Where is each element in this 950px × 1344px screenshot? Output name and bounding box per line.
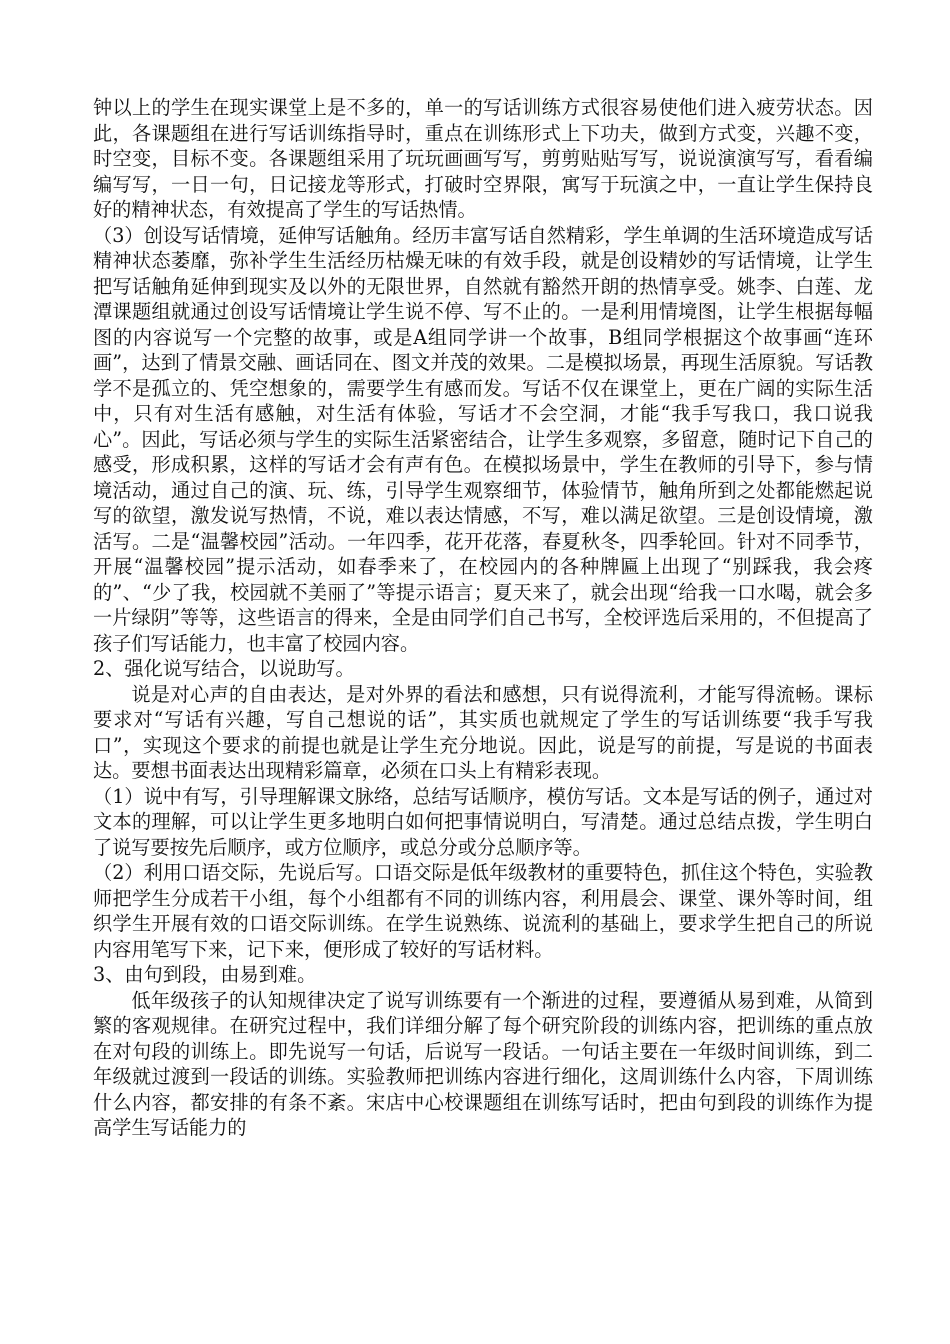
paragraph-continuation: 钟以上的学生在现实课堂上是不多的，单一的写话训练方式很容易使他们进入疲劳状态。因此，各课题组在进行写话训练指导时，重点在训练形式上下功夫，做到方式变，兴趣不变，时空变，目标不变。各课题组采用了玩玩画画写写，剪剪贴贴写写，说说演演写写，看看编编写写，一日一句，日记接龙等形式，打破时空界限，寓写于玩演之中，一直让学生保持良好的精神状态，有效提高了学生的写话热情。 bbox=[93, 96, 873, 221]
section-heading-3: 3、由句到段，由易到难。 bbox=[93, 963, 317, 986]
paragraph-writing-context: （3）创设写话情境，延伸写话触角。经历丰富写话自然精彩，学生单调的生活环境造成写话精神状态萎靡，弥补学生生活经历枯燥无味的有效手段，就是创设精妙的写话情境，让学生把写话触角延伸到现实及以外的无限世界，自然就有豁然开朗的热情享受。姚李、白莲、龙潭课题组就通过创设写话情境让学生说不停、写不止的。一是利用情境图，让学生根据每幅图的内容说写一个完整的故事，或是A组同学讲一个故事，B组同学根据这个故事画“连环画”，达到了情景交融、画话同在、图文并茂的效果。二是模拟场景，再现生活原貌。写话教学不是孤立的、凭空想象的，需要学生有感而发。写话不仅在课堂上，更在广阔的实际生活中，只有对生活有感触，对生活有体验，写话才不会空洞，才能“我手写我口，我口说我心”。因此，写话必须与学生的实际生活紧密结合，让学生多观察，多留意，随时记下自己的感受，形成积累，这样的写话才会有声有色。在模拟场景中，学生在教师的引导下，参与情境活动，通过自己的演、玩、练，引导学生观察细节，体验情节，触角所到之处都能燃起说写的欲望，激发说写热情，不说，难以表达情感，不写，难以满足欲望。三是创设情境，激活写。二是“温馨校园”活动。一年四季，花开花落，春夏秋冬，四季轮回。针对不同季节，开展“温馨校园”提示活动，如春季来了，在校园内的各种牌匾上出现了“别踩我，我会疼的”、“少了我，校园就不美丽了”等提示语言；夏天来了，就会出现“给我一口水喝，就会多一片绿阴”等等，这些语言的得来，全是由同学们自己书写，全校评选后采用的，不但提高了孩子们写话能力，也丰富了校园内容。 bbox=[93, 223, 873, 655]
paragraph-speak-in-write: （1）说中有写，引导理解课文脉络，总结写话顺序，模仿写话。文本是写话的例子，通过对文本的理解，可以让学生更多地明白如何把事情说明白，写清楚。通过总结点拨，学生明白了说写要按先后顺序，或方位顺序，或总分或分总顺序等。 bbox=[93, 784, 873, 859]
paragraph-sentence-to-segment: 低年级孩子的认知规律决定了说写训练要有一个渐进的过程，要遵循从易到难，从简到繁的客观规律。在研究过程中，我们详细分解了每个研究阶段的训练内容，把训练的重点放在对句段的训练上。即先说写一句话，后说写一段话。一句话主要在一年级时间训练，到二年级就过渡到一段话的训练。实验教师把训练内容进行细化，这周训练什么内容，下周训练什么内容，都安排的有条不紊。宋店中心校课题组在训练写话时，把由句到段的训练作为提高学生写话能力的 bbox=[93, 988, 873, 1139]
section-heading-2: 2、强化说写结合，以说助写。 bbox=[93, 657, 355, 680]
paragraph-oral-communication: （2）利用口语交际，先说后写。口语交际是低年级教材的重要特色，抓住这个特色，实验教师把学生分成若干小组，每个小组都有不同的训练内容，利用晨会、课堂、课外等时间，组织学生开展有效的口语交际训练。在学生说熟练、说流利的基础上，要求学生把自己的所说内容用笔写下来，记下来，便形成了较好的写话材料。 bbox=[93, 861, 873, 961]
paragraph-speaking-expression: 说是对心声的自由表达，是对外界的看法和感想，只有说得流利，才能写得流畅。课标要求对“写话有兴趣，写自己想说的话”，其实质也就规定了学生的写话训练要“我手写我口”，实现这个要求的前提也就是让学生充分地说。因此，说是写的前提，写是说的书面表达。要想书面表达出现精彩篇章，必须在口头上有精彩表现。 bbox=[93, 682, 873, 782]
document-page bbox=[93, 95, 873, 1141]
